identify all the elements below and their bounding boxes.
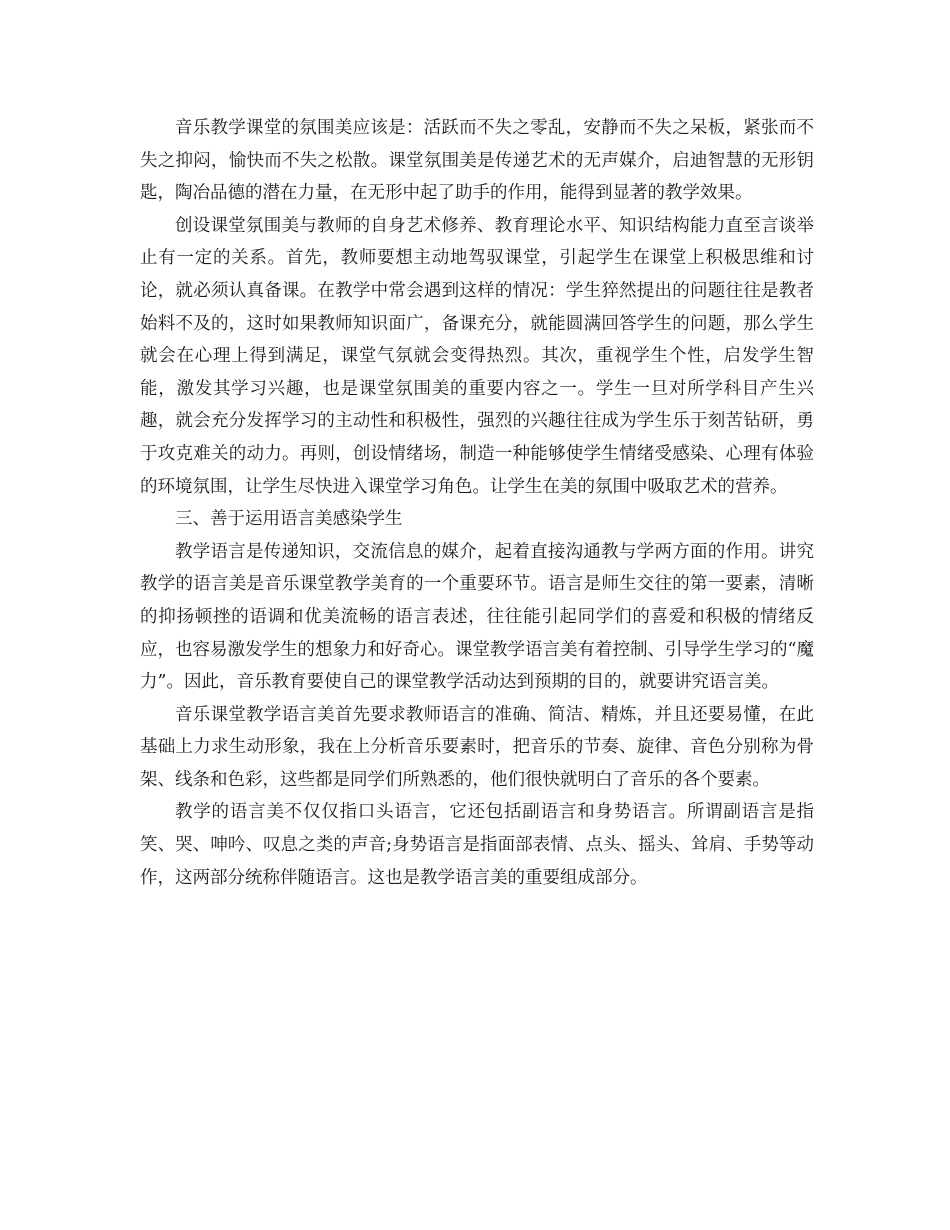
section-heading-language-beauty: 三、善于运用语言美感染学生 bbox=[175, 509, 403, 530]
document-page bbox=[140, 112, 814, 894]
paragraph-classroom-atmosphere: 音乐教学课堂的氛围美应该是：活跃而不失之零乱，安静而不失之呆板，紧张而不失之抑闷，愉快而不失之松散。课堂氛围美是传递艺术的无声媒介，启迪智慧的无形钥匙，陶冶品德的潜在力量，在无形中起了助手的作用，能得到显著的教学效果。 bbox=[140, 118, 814, 204]
paragraph-creating-atmosphere: 创设课堂氛围美与教师的自身艺术修养、教育理论水平、知识结构能力直至言谈举止有一定的关系。首先，教师要想主动地驾驭课堂，引起学生在课堂上积极思维和讨论，就必须认真备课。在教学中常会遇到这样的情况：学生猝然提出的问题往往是教者始料不及的，这时如果教师知识面广，备课充分，就能圆满回答学生的问题，那么学生就会在心理上得到满足，课堂气氛就会变得热烈。其次，重视学生个性，启发学生智能，激发其学习兴趣，也是课堂氛围美的重要内容之一。学生一旦对所学科目产生兴趣，就会充分发挥学习的主动性和积极性，强烈的兴趣往往成为学生乐于刻苦钻研，勇于攻克难关的动力。再则，创设情绪场，制造一种能够使学生情绪受感染、心理有体验的环境氛围，让学生尽快进入课堂学习角色。让学生在美的氛围中吸取艺术的营养。 bbox=[140, 215, 814, 497]
paragraph-language-requirements: 音乐课堂教学语言美首先要求教师语言的准确、简洁、精炼，并且还要易懂，在此基础上力求生动形象，我在上分析音乐要素时，把音乐的节奏、旋律、音色分别称为骨架、线条和色彩，这些都是同学们所熟悉的，他们很快就明白了音乐的各个要素。 bbox=[140, 704, 814, 790]
paragraph-body-language: 教学的语言美不仅仅指口头语言，它还包括副语言和身势语言。所谓副语言是指笑、哭、呻吟、叹息之类的声音;身势语言是指面部表情、点头、摇头、耸肩、手势等动作，这两部分统称伴随语言。这也是教学语言美的重要组成部分。 bbox=[140, 802, 814, 888]
paragraph-teaching-language: 教学语言是传递知识，交流信息的媒介，起着直接沟通教与学两方面的作用。讲究教学的语言美是音乐课堂教学美育的一个重要环节。语言是师生交往的第一要素，清晰的抑扬顿挫的语调和优美流畅的语言表述，往往能引起同学们的喜爱和积极的情绪反应，也容易激发学生的想象力和好奇心。课堂教学语言美有着控制、引导学生学习的“魔力”。因此，音乐教育要使自己的课堂教学活动达到预期的目的，就要讲究语言美。 bbox=[140, 541, 814, 693]
